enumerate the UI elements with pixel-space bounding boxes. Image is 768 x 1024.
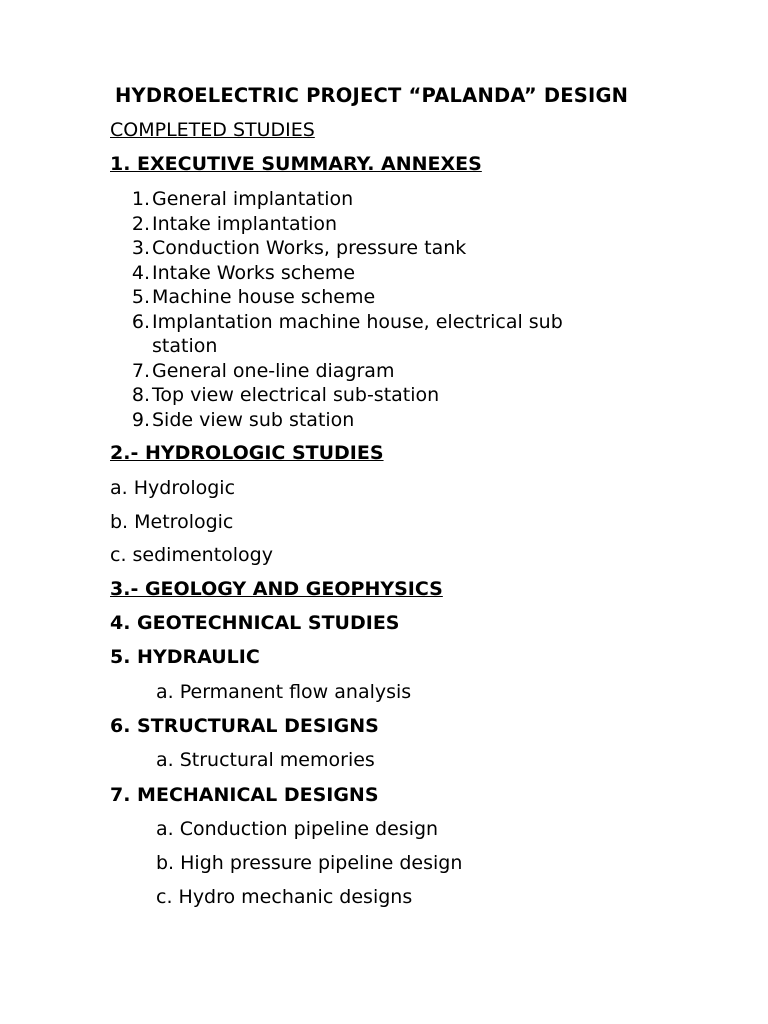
section-7-heading: 7. MECHANICAL DESIGNS: [110, 784, 379, 806]
list-item: b. Metrologic: [110, 511, 234, 533]
list-item: 1. General implantation: [131, 188, 354, 210]
list-item: 9. Side view sub station: [131, 408, 355, 431]
section-6-heading: 6. STRUCTURAL DESIGNS: [110, 715, 379, 737]
list-item: b. High pressure pipeline design: [156, 852, 463, 874]
list-item: a. Hydrologic: [110, 477, 236, 499]
list-item: 5. Machine house scheme: [131, 286, 376, 308]
section-3-heading: 3.- GEOLOGY AND GEOPHYSICS: [110, 578, 443, 600]
list-item: c. sedimentology: [110, 544, 273, 566]
list-item: 8. Top view electrical sub-station: [131, 384, 440, 406]
section-4-heading: 4. GEOTECHNICAL STUDIES: [110, 612, 400, 634]
section-1-heading: 1. EXECUTIVE SUMMARY. ANNEXES: [110, 153, 482, 175]
list-item: a. Permanent flow analysis: [156, 681, 412, 703]
document-title: HYDROELECTRIC PROJECT “PALANDA” DESIGN: [115, 84, 629, 107]
list-item: 2. Intake implantation: [131, 212, 338, 235]
annexes-list: [110, 187, 630, 432]
list-item: 3. Conduction Works, pressure tank: [131, 237, 467, 259]
document-subtitle: COMPLETED STUDIES: [110, 119, 315, 141]
list-item: a. Conduction pipeline design: [156, 818, 439, 840]
list-item: a. Structural memories: [156, 749, 375, 771]
section-2-heading: 2.- HYDROLOGIC STUDIES: [110, 442, 384, 464]
list-item: c. Hydro mechanic designs: [156, 886, 413, 908]
section-5-heading: 5. HYDRAULIC: [110, 646, 260, 668]
list-item: 6. Implantation machine house, electrical sub station: [131, 310, 563, 357]
list-item: 7. General one-line diagram: [131, 359, 395, 382]
list-item: 4. Intake Works scheme: [131, 261, 356, 284]
